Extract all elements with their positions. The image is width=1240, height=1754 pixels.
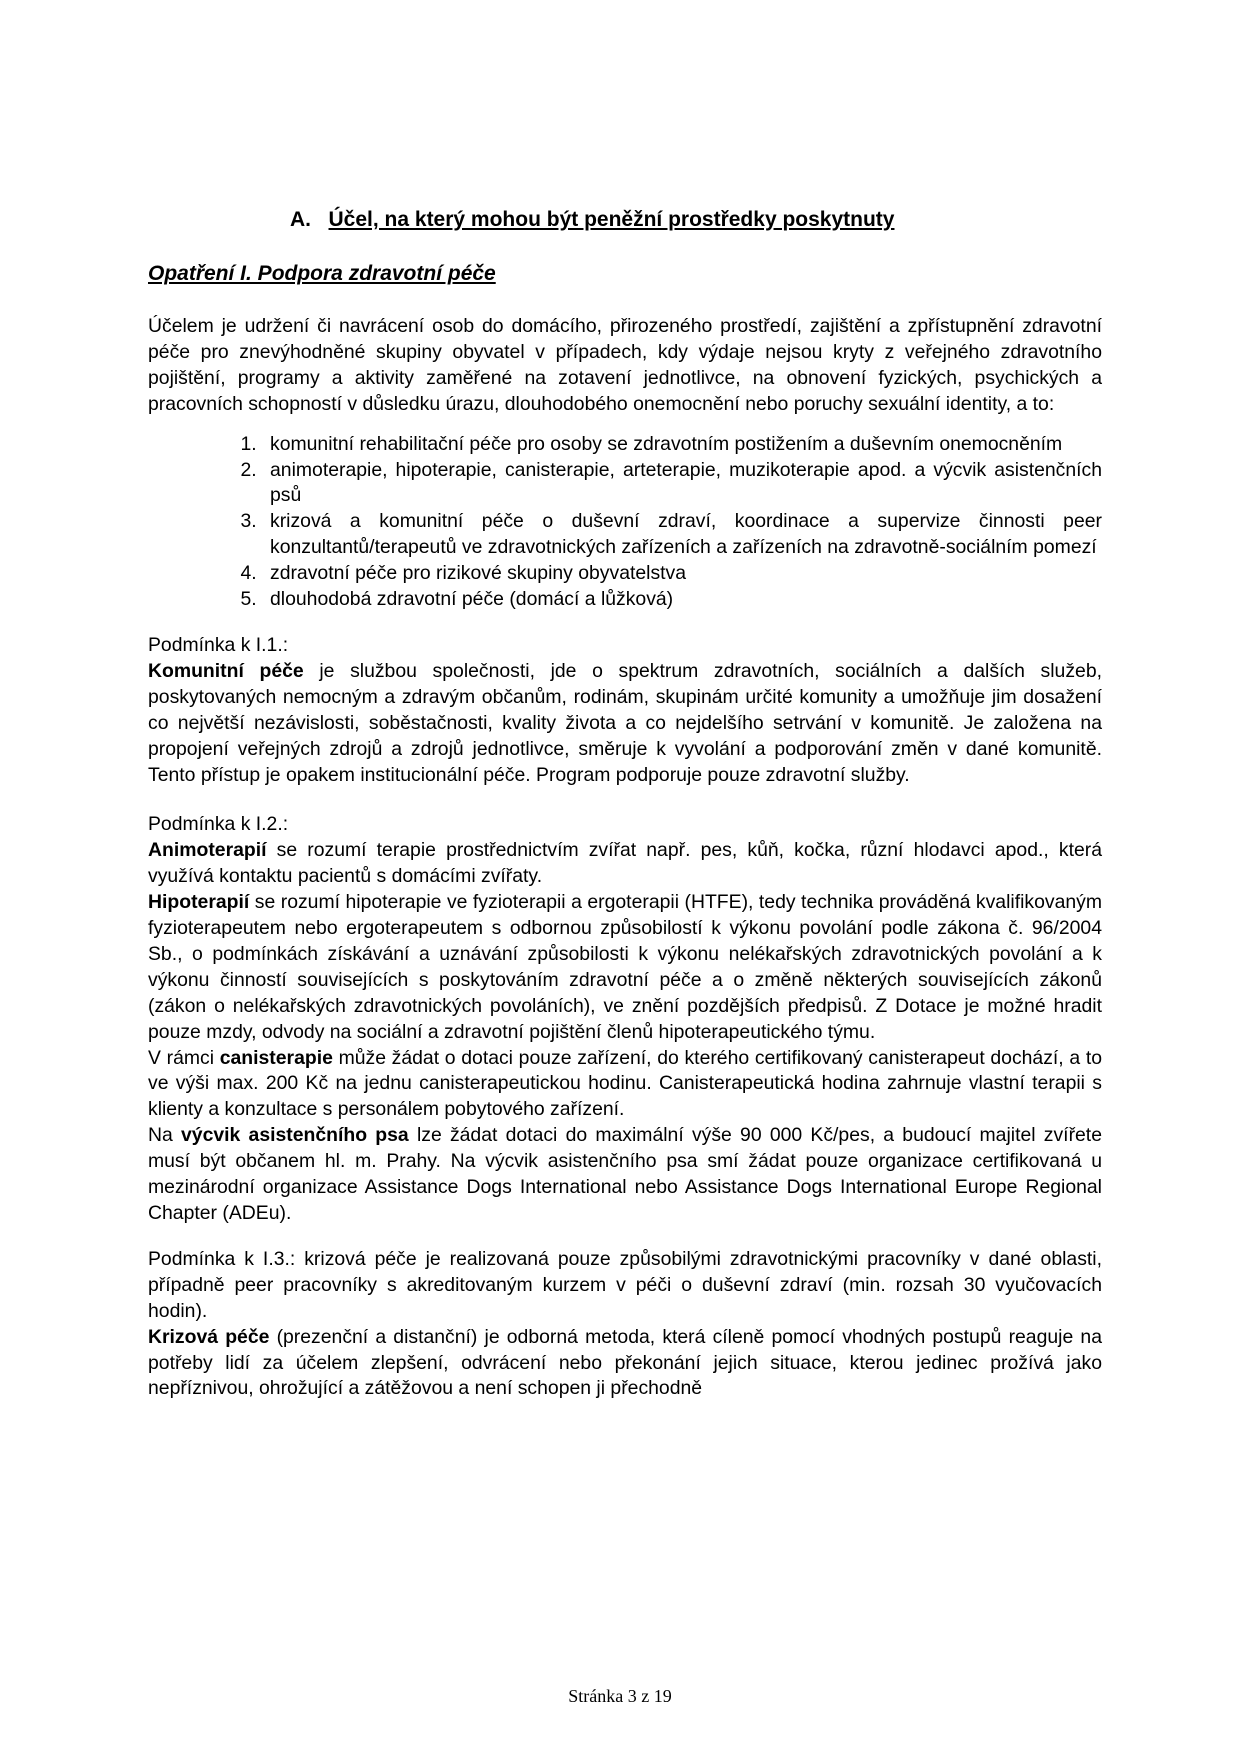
list-item: 4. zdravotní péče pro rizikové skupiny obyvatelstva	[262, 561, 1102, 587]
crisis-care-paragraph: Krizová péče (prezenční a distanční) je odborná metoda, která cíleně pomocí vhodných postupů reaguje na potřeby lidí za účelem zlepšení, odvrácení nebo překonání jejich situace, kterou jedinec prožívá jako nepříznivou, ohrožující a zátěžovou a není schopen ji přechodně	[148, 1325, 1102, 1400]
list-item: 1. komunitní rehabilitační péče pro osoby se zdravotním postižením a duševním onemocněním	[262, 432, 1102, 458]
term-assistance-dog-training: výcvik asistenčního psa	[181, 1124, 409, 1147]
term-hippotherapy: Hipoterapií	[148, 891, 250, 914]
condition-1-paragraph: Komunitní péče je službou společnosti, jde o spektrum zdravotních, sociálních a dalších služeb, poskytovaných nemocným a zdravým občanům, rodinám, skupinám určité komunity a umožňuje jim dosažení co největší nezávislosti, soběstačnosti, kvality života a co nejdelšího setrvání v komunitě. Je založena na propojení veřejných zdrojů a zdrojů jednotlivce, směruje k vyvolání a podporování změn v dané komunitě. Tento přístup je opakem institucionální péče. Program podporuje pouze zdravotní služby.	[148, 659, 1102, 786]
term-community-care: Komunitní péče	[148, 659, 304, 682]
list-item: 2. animoterapie, hipoterapie, canisterapie, arteterapie, muzikoterapie apod. a výcvik asistenčních psů	[262, 458, 1102, 510]
term-canistherapy: canisterapie	[219, 1046, 333, 1069]
canistherapy-paragraph: V rámci canisterapie může žádat o dotaci pouze zařízení, do kterého certifikovaný canisterapeut dochází, a to ve výši max. 200 Kč na jednu canisterapeutickou hodinu. Canisterapeutická hodina zahrnuje vlastní terapii s klienty a konzultace s personálem pobytového zařízení.	[148, 1046, 1103, 1121]
condition-1-label: Podmínka k I.1.:	[148, 633, 289, 656]
intro-paragraph: Účelem je udržení či navrácení osob do domácího, přirozeného prostředí, zajištění a zpřístupnění zdravotní péče pro znevýhodněné skupiny obyvatel v případech, kdy výdaje nejsou kryty z veřejného zdravotního pojištění, programy a aktivity zaměřené na zotavení jednotlivce, na obnovení fyzických, psychických a pracovních schopností v důsledku úrazu, dlouhodobého onemocnění nebo poruchy sexuální identity, a to:	[148, 315, 1102, 415]
purpose-list	[148, 432, 1102, 613]
section-heading-text: Účel, na který mohou být peněžní prostředky poskytnuty	[328, 208, 895, 231]
document-body	[148, 314, 1102, 1402]
assistance-dog-paragraph: Na výcvik asistenčního psa lze žádat dotaci do maximální výše 90 000 Kč/pes, a budoucí majitel zvířete musí být občanem hl. m. Prahy. Na výcvik asistenčního psa smí žádat pouze organizace certifikovaná u mezinárodní organizace Assistance Dogs International nebo Assistance Dogs International Europe Regional Chapter (ADEu).	[148, 1124, 1102, 1224]
section-letter: A.	[290, 208, 311, 231]
condition-3-paragraph: Podmínka k I.3.: krizová péče je realizovaná pouze způsobilými zdravotnickými pracovníky v dané oblasti, případně peer pracovníky s akreditovaným kurzem v péči o duševní zdraví (min. rozsah 30 vyučovacích hodin).	[148, 1247, 1102, 1322]
measure-title: Opatření I. Podpora zdravotní péče	[148, 262, 496, 285]
hippotherapy-paragraph: Hipoterapií se rozumí hipoterapie ve fyzioterapii a ergoterapii (HTFE), tedy technika prováděná kvalifikovaným fyzioterapeutem nebo ergoterapeutem s odbornou způsobilostí k výkonu povolání podle zákona č. 96/2004 Sb., o podmínkách získávání a uznávání způsobilosti k výkonu nelékařských zdravotnických povolání a k výkonu činností souvisejících s poskytováním zdravotní péče a o změně některých souvisejících zákonů (zákon o nelékařských zdravotnických povoláních), ve znění pozdějších předpisů. Z Dotace je možné hradit pouze mzdy, odvody na sociální a zdravotní pojištění členů hipoterapeutického týmu.	[148, 891, 1102, 1043]
condition-3-label: Podmínka k I.3.:	[148, 1247, 296, 1270]
term-animotherapy: Animoterapií	[148, 839, 267, 862]
list-item: 3. krizová a komunitní péče o duševní zdraví, koordinace a supervize činnosti peer konzultantů/terapeutů ve zdravotnických zařízeních a zařízeních na zdravotně-sociálním pomezí	[262, 509, 1102, 561]
term-crisis-care: Krizová péče	[148, 1325, 270, 1348]
animotherapy-paragraph: Animoterapií se rozumí terapie prostřednictvím zvířat např. pes, kůň, kočka, různí hlodavci apod., která využívá kontaktu pacientů s domácími zvířaty.	[148, 839, 1102, 888]
list-item: 5. dlouhodobá zdravotní péče (domácí a lůžková)	[262, 587, 1102, 613]
condition-2-label: Podmínka k I.2.:	[148, 813, 289, 836]
section-heading	[290, 208, 894, 232]
page-footer: Stránka 3 z 19	[568, 1686, 672, 1706]
